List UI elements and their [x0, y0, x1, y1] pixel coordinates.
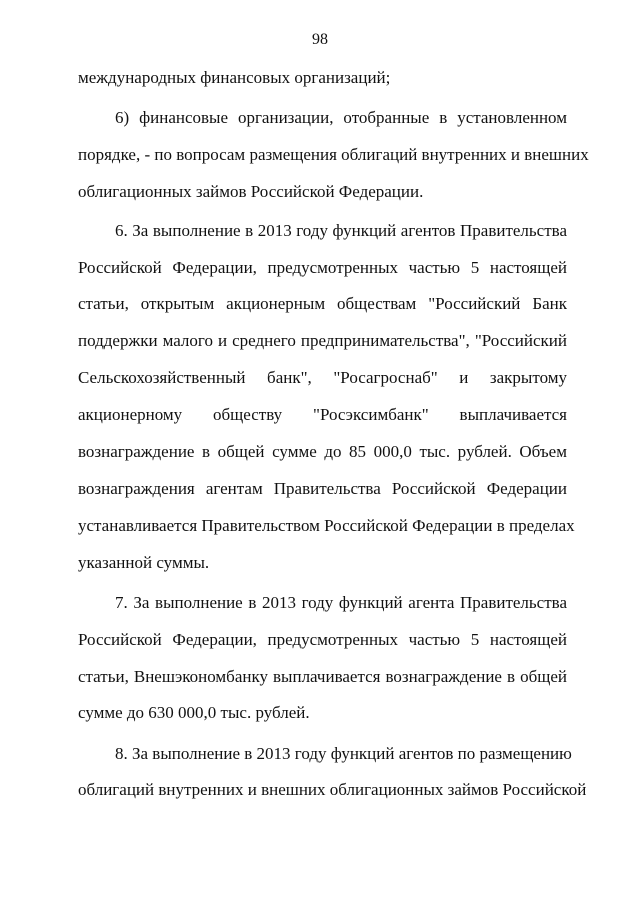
- text-line: 8. За выполнение в 2013 году функций агентов по размещению: [115, 744, 572, 763]
- text-line: вознаграждения агентам Правительства Российской Федерации: [78, 479, 567, 498]
- text-line: поддержки малого и среднего предпринимательства", "Российский: [78, 331, 567, 350]
- text-line: Сельскохозяйственный банк", "Росагроснаб" и закрытому: [78, 368, 567, 387]
- text-line: 7. За выполнение в 2013 году функций агента Правительства: [115, 593, 567, 612]
- text-line: акционерному обществу "Росэксимбанк" выплачивается: [78, 405, 567, 424]
- text-line: указанной суммы.: [78, 553, 210, 572]
- text-line: 6) финансовые организации, отобранные в установленном: [115, 108, 567, 127]
- text-line: облигационных займов Российской Федерации.: [78, 182, 424, 201]
- text-line: статьи, Внешэкономбанку выплачивается вознаграждение в общей: [78, 667, 567, 686]
- text-line: Российской Федерации, предусмотренных частью 5 настоящей: [78, 630, 567, 649]
- text-line: облигаций внутренних и внешних облигационных займов Российской: [78, 780, 587, 799]
- text-line: порядке, - по вопросам размещения облигаций внутренних и внешних: [78, 145, 589, 164]
- page-number: 98: [312, 31, 328, 48]
- text-line: 6. За выполнение в 2013 году функций агентов Правительства: [115, 221, 567, 240]
- text-line: статьи, открытым акционерным обществам "Российский Банк: [78, 294, 567, 313]
- text-line: Российской Федерации, предусмотренных частью 5 настоящей: [78, 258, 567, 277]
- text-line: сумме до 630 000,0 тыс. рублей.: [78, 703, 310, 722]
- text-line: международных финансовых организаций;: [78, 68, 391, 87]
- text-line: устанавливается Правительством Российской Федерации в пределах: [78, 516, 575, 535]
- text-line: вознаграждение в общей сумме до 85 000,0 тыс. рублей. Объем: [78, 442, 567, 461]
